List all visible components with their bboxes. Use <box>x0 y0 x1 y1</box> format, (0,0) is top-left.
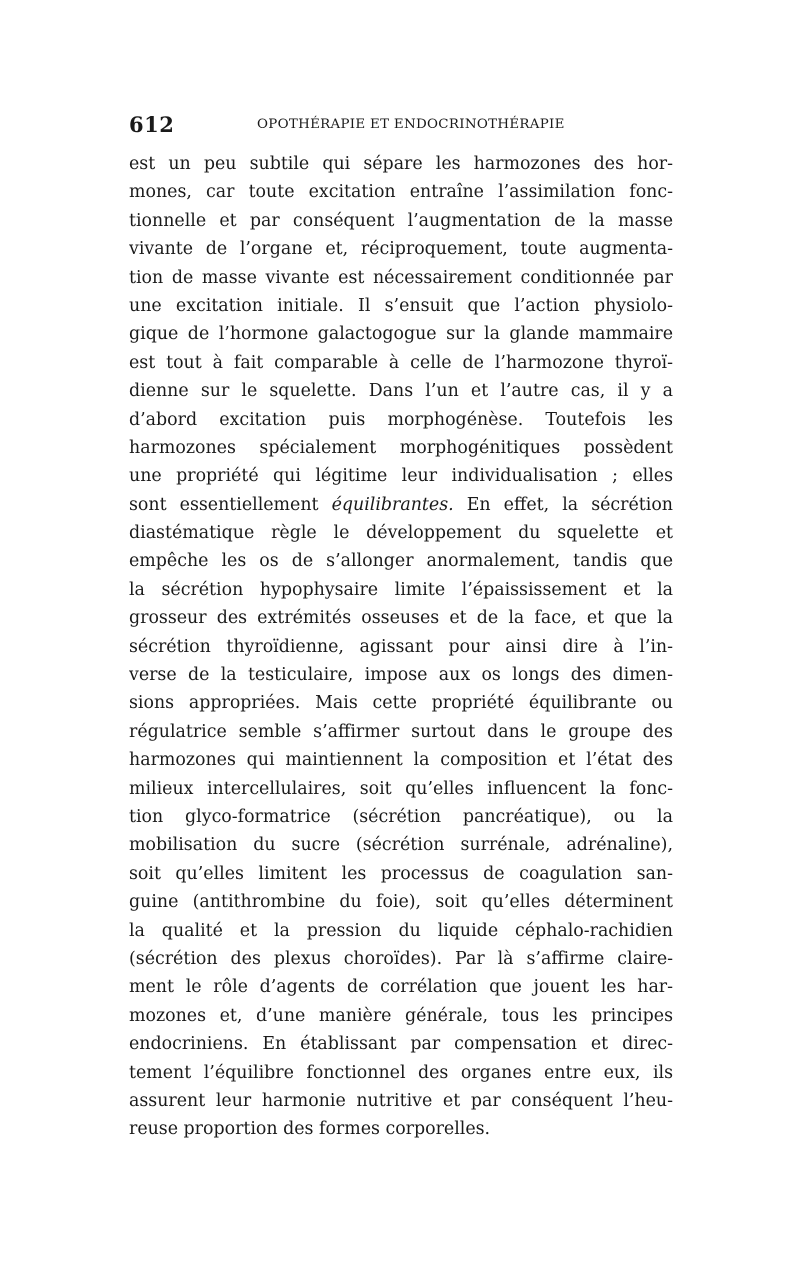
italic-term: équilibrantes. <box>331 494 454 515</box>
page-number: 612 <box>129 112 175 137</box>
text-line: sions appropriées. Mais cette propriété équilibrante ou <box>129 693 673 714</box>
text-line: régulatrice semble s’affirmer surtout dans le groupe des <box>129 721 673 742</box>
text-line: ment le rôle d’agents de corrélation que jouent les har- <box>129 977 673 998</box>
text-line: empêche les os de s’allonger anormalement, tandis que <box>129 551 673 572</box>
text-line: gique de l’hormone galactogogue sur la glande mammaire <box>129 324 673 345</box>
body-text <box>129 150 673 1144</box>
text-line: endocriniens. En établissant par compensation et direc- <box>129 1034 673 1055</box>
text-line-with-italic <box>129 491 673 519</box>
text-line: dienne sur le squelette. Dans l’un et l’autre cas, il y a <box>129 381 673 402</box>
running-title: OPOTHÉRAPIE ET ENDOCRINOTHÉRAPIE <box>257 117 565 132</box>
text-line: tion de masse vivante est nécessairement conditionnée par <box>129 267 673 288</box>
text-line: verse de la testiculaire, impose aux os longs des dimen- <box>129 665 673 686</box>
text-line: tion glyco-formatrice (sécrétion pancréatique), ou la <box>129 806 673 827</box>
text-line: mones, car toute excitation entraîne l’assimilation fonc- <box>129 182 673 203</box>
text-line: sécrétion thyroïdienne, agissant pour ainsi dire à l’in- <box>129 636 673 657</box>
text-line: (sécrétion des plexus choroïdes). Par là s’affirme claire- <box>129 948 673 969</box>
text-line: mozones et, d’une manière générale, tous les principes <box>129 1005 673 1026</box>
page-header <box>129 112 673 140</box>
text-line: assurent leur harmonie nutritive et par conséquent l’heu- <box>129 1090 673 1111</box>
text-line: grosseur des extrémités osseuses et de la face, et que la <box>129 608 673 629</box>
text-line-last: reuse proportion des formes corporelles. <box>129 1119 491 1140</box>
text-line: tement l’équilibre fonctionnel des organes entre eux, ils <box>129 1062 673 1083</box>
text-line: une propriété qui légitime leur individualisation ; elles <box>129 466 673 487</box>
text-line: vivante de l’organe et, réciproquement, toute augmenta- <box>129 239 673 260</box>
text-line: tionnelle et par conséquent l’augmentation de la masse <box>129 210 673 231</box>
text-segment: En effet, la sécrétion <box>453 494 673 515</box>
text-line: soit qu’elles limitent les processus de coagulation san- <box>129 863 673 884</box>
text-line: est un peu subtile qui sépare les harmozones des hor- <box>129 154 673 174</box>
text-line: la sécrétion hypophysaire limite l’épaississement et la <box>129 579 673 600</box>
text-line: guine (antithrombine du foie), soit qu’elles déterminent <box>129 892 673 913</box>
text-line: diastématique règle le développement du squelette et <box>129 523 673 544</box>
text-line: mobilisation du sucre (sécrétion surrénale, adrénaline), <box>129 835 673 856</box>
text-line: d’abord excitation puis morphogénèse. Toutefois les <box>129 409 673 430</box>
text-segment: sont essentiellement <box>129 494 332 515</box>
text-line: la qualité et la pression du liquide céphalo-rachidien <box>129 920 673 941</box>
text-line: harmozones qui maintiennent la composition et l’état des <box>129 750 673 771</box>
text-line: est tout à fait comparable à celle de l’harmozone thyroï- <box>129 352 673 373</box>
text-line: une excitation initiale. Il s’ensuit que l’action physiolo- <box>129 295 673 316</box>
text-line: harmozones spécialement morphogénitiques possèdent <box>129 437 673 458</box>
text-line: milieux intercellulaires, soit qu’elles influencent la fonc- <box>129 778 673 799</box>
